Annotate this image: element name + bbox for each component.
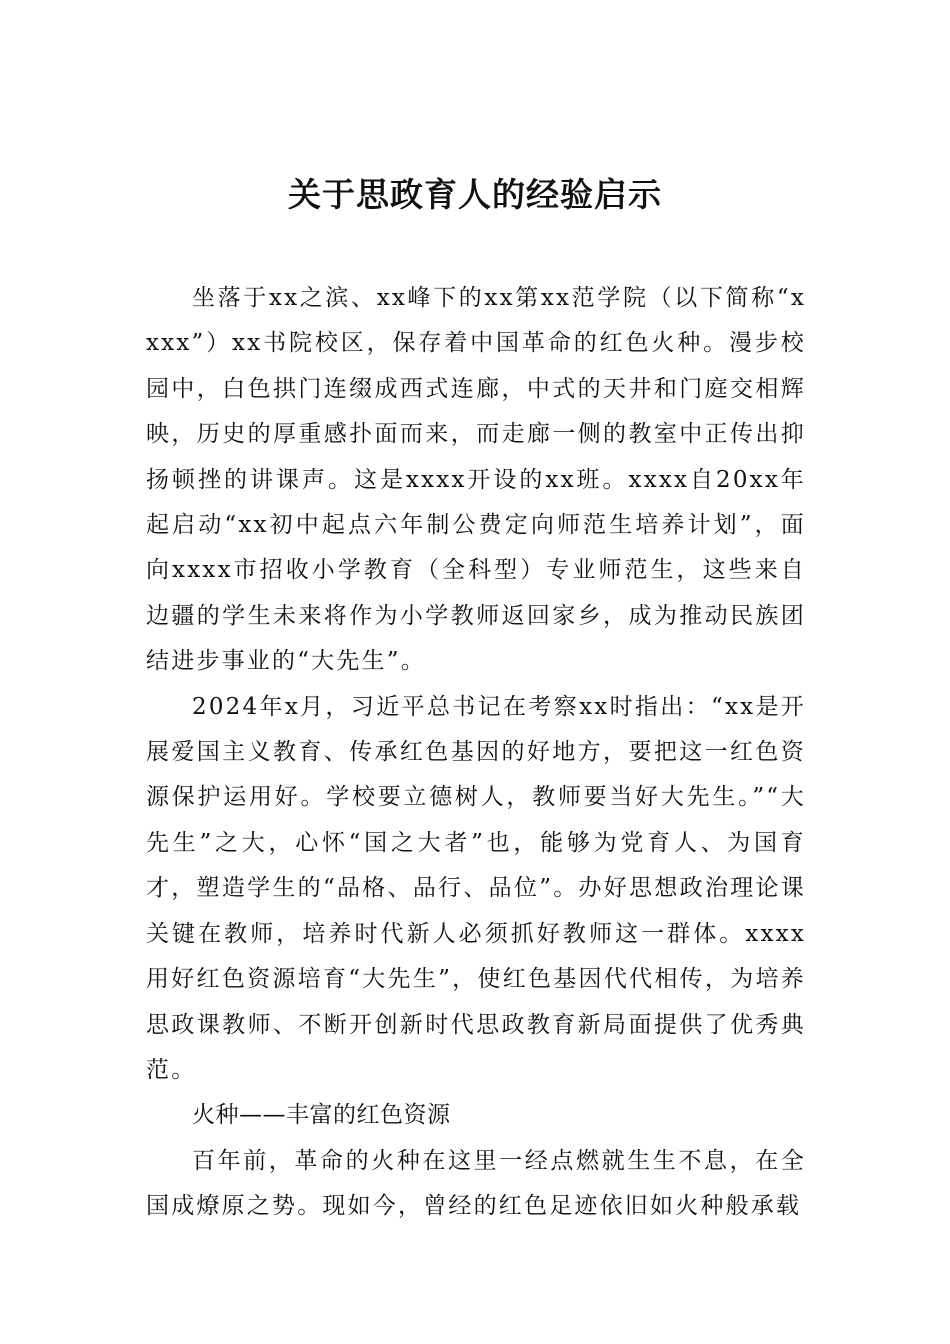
paragraph-quote: 2024年x月，习近平总书记在考察xx时指出：“xx是开展爱国主义教育、传承红色基因的好地方，要把这一红色资源保护运用好。学校要立德树人，教师要当好大先生。”“大先生”之大，心怀“国之大者”也，能够为党育人、为国育才，塑造学生的“品格、品行、品位”。办好思想政治理论课关键在教师，培养时代新人必须抓好教师这一群体。xxxx用好红色资源培育“大先生”，使红色基因代代相传，为培养思政课教师、不断开创新时代思政教育新局面提供了优秀典范。	[146, 693, 806, 1083]
section-heading: 火种——丰富的红色资源	[192, 1102, 451, 1129]
document-body	[146, 276, 806, 1230]
document-title: 关于思政育人的经验启示	[288, 175, 662, 214]
paragraph-intro: 坐落于xx之滨、xx峰下的xx第xx范学院（以下简称“xxxx”）xx书院校区，保存着中国革命的红色火种。漫步校园中，白色拱门连缀成西式连廊，中式的天井和门庭交相辉映，历史的厚重感扑面而来，而走廊一侧的教室中正传出抑扬顿挫的讲课声。这是xxxx开设的xx班。xxxx自20xx年起启动“xx初中起点六年制公费定向师范生培养计划”，面向xxxx市招收小学教育（全科型）专业师范生，这些来自边疆的学生未来将作为小学教师返回家乡，成为推动民族团结进步事业的“大先生”。	[146, 285, 806, 675]
paragraph-section: 百年前，革命的火种在这里一经点燃就生生不息，在全国成燎原之势。现如今，曾经的红色足迹依旧如火种般承载	[146, 1147, 806, 1220]
